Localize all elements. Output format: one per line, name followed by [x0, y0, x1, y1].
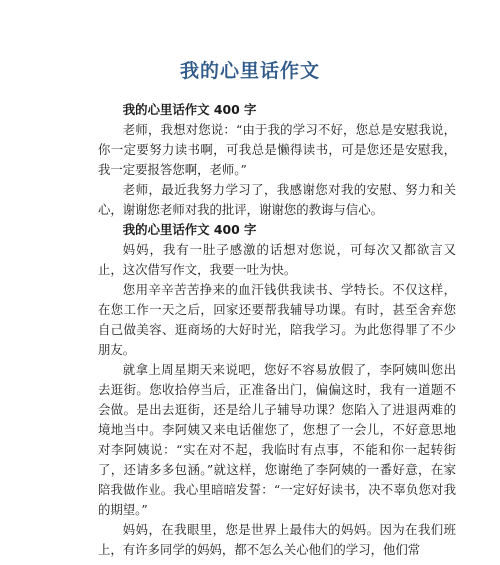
paragraph: 您用辛辛苦苦挣来的血汗钱供我读书、学特长。不仅这样，在您工作一天之后，回家还要帮我辅导功课。有时，甚至舍弃您自己做美容、逛商场的大好时光，陪我学习。为此您得罪了不少朋友。 [98, 282, 456, 357]
paragraph: 妈妈，在我眼里，您是世界上最伟大的妈妈。因为在我们班上，有许多同学的妈妈，都不怎么关心他们的学习，他们常 [98, 522, 456, 557]
paragraph: 妈妈，我有一肚子感激的话想对您说，可每次又都欲言又止，这次借写作文，我要一吐为快。 [98, 242, 456, 277]
paragraph: 老师，我想对您说：“由于我的学习不好，您总是安慰我说，你一定要努力读书啊，可我总是懒得读书，可是您还是安慰我，我一定要报答您啊，老师。” [98, 122, 456, 177]
section-heading: 我的心里话作文 400 字 [122, 222, 257, 237]
paragraph: 老师，最近我努力学习了，我感谢您对我的安慰、努力和关心，谢谢您老师对我的批评，谢谢您的教诲与信心。 [98, 182, 456, 217]
document-body [98, 100, 456, 560]
paragraph: 就拿上周星期天来说吧，您好不容易放假了，李阿姨叫您出去逛街。您收拾停当后，正准备出门，偏偏这时，我有一道题不会做。是出去逛街，还是给儿子辅导功课？您陷入了进退两难的境地当中。李阿姨又来电话催您了，您想了一会儿，不好意思地对李阿姨说：“实在对不起，我临时有点事，不能和你一起转街了，还请多多包涵。”就这样，您谢绝了李阿姨的一番好意，在家陪我做作业。我心里暗暗发誓：“一定好好读书，决不辜负您对我的期望。” [98, 362, 456, 517]
document-title: 我的心里话作文 [179, 60, 320, 82]
section-heading: 我的心里话作文 400 字 [122, 102, 257, 117]
